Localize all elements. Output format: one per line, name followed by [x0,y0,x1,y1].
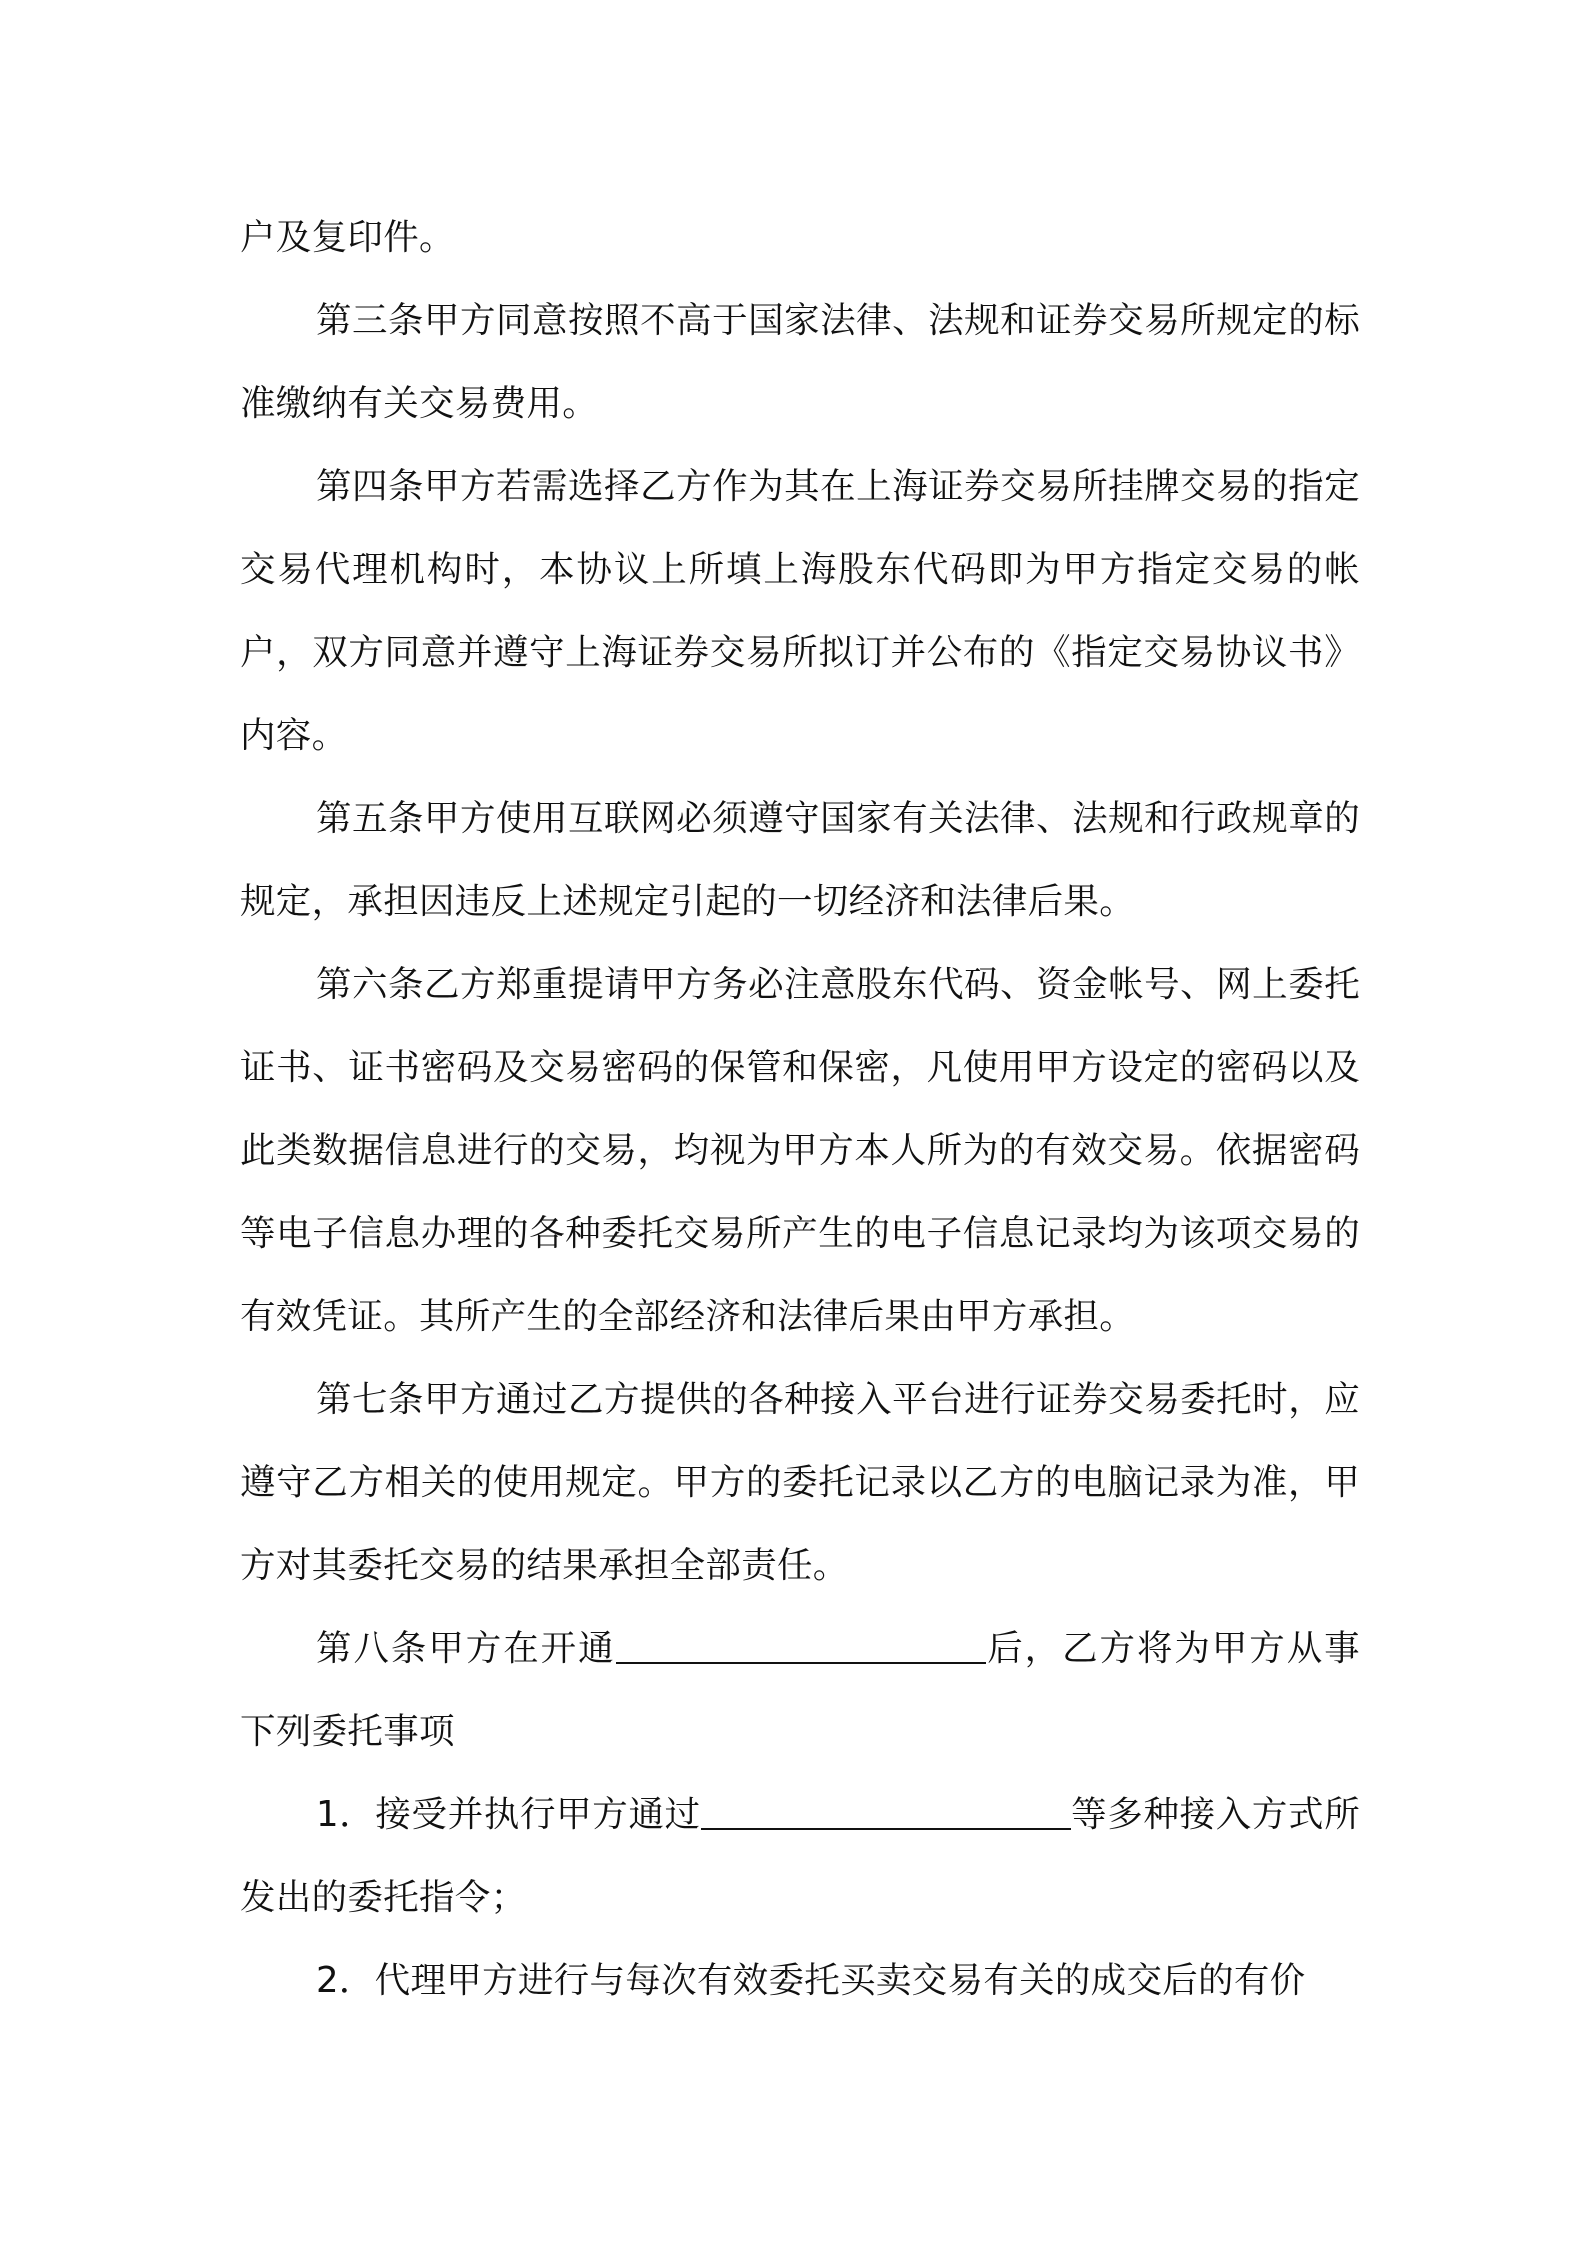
item-1-blank-line [701,1793,1071,1831]
article-8-text-before: 第八条甲方在开通 [316,1628,616,1669]
item-1-text-before: 1．接受并执行甲方通过 [316,1794,701,1835]
item-1-text-after: 等多种接入方式所发出的委托指令； [240,1794,1361,1918]
article-4-paragraph: 第四条甲方若需选择乙方作为其在上海证券交易所挂牌交易的指定交易代理机构时，本协议上所填上海股东代码即为甲方指定交易的帐户，双方同意并遵守上海证券交易所拟订并公布的《指定交易协议书》内容。 [240,466,1360,756]
article-3-paragraph: 第三条甲方同意按照不高于国家法律、法规和证券交易所规定的标准缴纳有关交易费用。 [240,300,1360,424]
article-6-paragraph: 第六条乙方郑重提请甲方务必注意股东代码、资金帐号、网上委托证书、证书密码及交易密码的保管和保密，凡使用甲方设定的密码以及此类数据信息进行的交易，均视为甲方本人所为的有效交易。依据密码等电子信息办理的各种委托交易所产生的电子信息记录均为该项交易的有效凭证。其所产生的全部经济和法律后果由甲方承担。 [240,964,1360,1337]
article-7-paragraph: 第七条甲方通过乙方提供的各种接入平台进行证券交易委托时，应遵守乙方相关的使用规定。甲方的委托记录以乙方的电脑记录为准，甲方对其委托交易的结果承担全部责任。 [240,1379,1360,1586]
paragraph-continuation: 户及复印件。 [240,217,455,258]
item-1-paragraph [240,1773,1360,1939]
article-8-text-after: 后，乙方将为甲方从事下列委托事项 [240,1628,1360,1752]
item-2-paragraph: 2．代理甲方进行与每次有效委托买卖交易有关的成交后的有价 [316,1960,1306,2001]
article-5-paragraph: 第五条甲方使用互联网必须遵守国家有关法律、法规和行政规章的规定，承担因违反上述规定引起的一切经济和法律后果。 [240,798,1360,922]
document-body [240,196,1360,2022]
article-8-paragraph [240,1607,1360,1773]
article-8-blank-line [616,1627,986,1665]
